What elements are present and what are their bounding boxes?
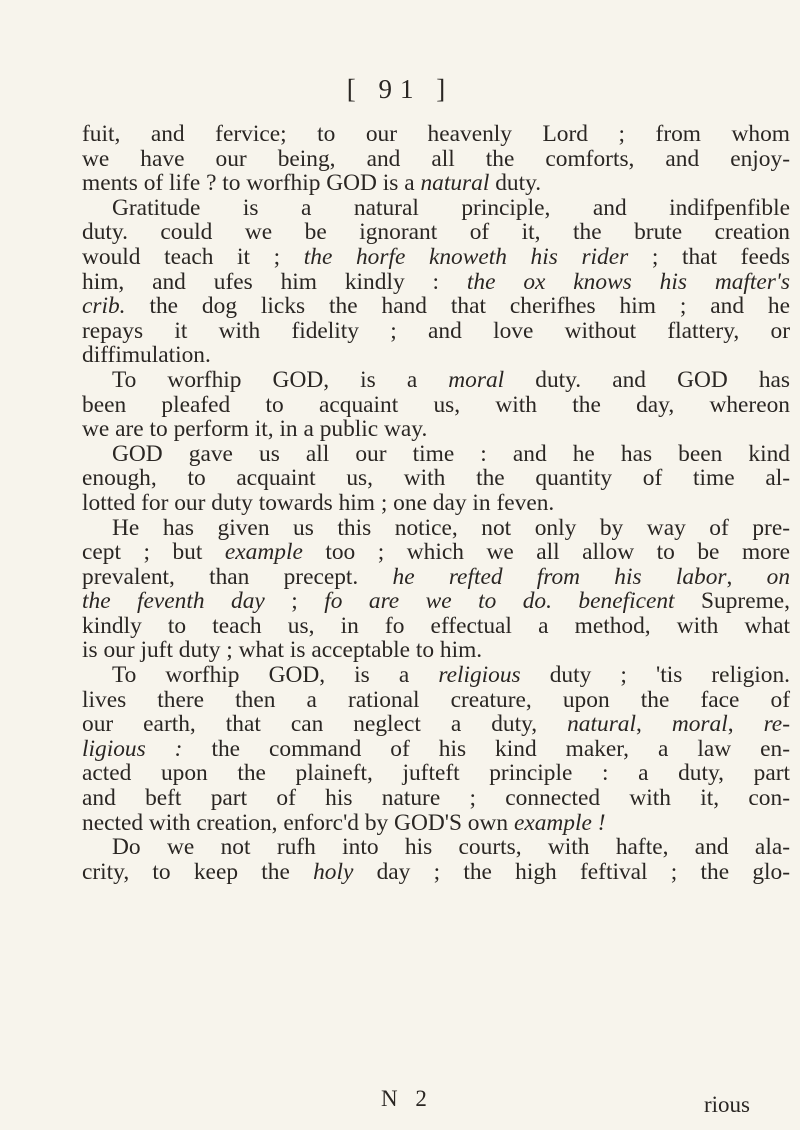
text-segment: duty ; 'tis religion. bbox=[520, 662, 790, 689]
italic-text: fo are we to do. beneficent bbox=[324, 588, 675, 615]
text-segment: , bbox=[636, 711, 672, 738]
text-segment: our earth, that can neglect a duty, bbox=[82, 711, 568, 738]
italic-text: example bbox=[224, 539, 303, 566]
text-segment: To worfhip GOD, is a bbox=[112, 366, 449, 393]
text-line bbox=[82, 712, 790, 737]
text-line bbox=[82, 811, 790, 836]
text-segment: too ; which we all allow to be more bbox=[302, 539, 790, 566]
italic-text: crib. bbox=[82, 293, 126, 320]
text-segment: Supreme, bbox=[674, 588, 790, 615]
text-line bbox=[82, 466, 790, 491]
text-line bbox=[82, 343, 790, 368]
text-segment: enough, to acquaint us, with the quantity of time al- bbox=[82, 465, 790, 492]
text-segment: lotted for our duty towards him ; one day in feven. bbox=[82, 489, 555, 516]
text-segment: , bbox=[727, 711, 764, 738]
text-line bbox=[82, 540, 790, 565]
text-line bbox=[82, 220, 790, 245]
text-segment: Do we not rufh into his courts, with hafte, and ala- bbox=[112, 834, 790, 861]
text-segment: cept ; but bbox=[82, 539, 225, 566]
text-line bbox=[82, 860, 790, 885]
text-segment: and beft part of his nature ; connected with it, con- bbox=[82, 785, 790, 812]
text-line bbox=[82, 761, 790, 786]
text-segment: been pleafed to acquaint us, with the day, whereon bbox=[82, 391, 790, 418]
text-segment: diffimulation. bbox=[82, 342, 211, 369]
text-segment: nected with creation, enforc'd by GOD'S own bbox=[82, 809, 514, 836]
text-segment: , bbox=[726, 563, 767, 590]
text-segment: He has given us this notice, not only by way of pre- bbox=[112, 514, 790, 541]
italic-text: he refted from his labor bbox=[392, 563, 727, 590]
text-segment: acted upon the plaineft, jufteft principle : a duty, part bbox=[82, 760, 790, 787]
italic-text: the ox knows his mafter's bbox=[466, 268, 790, 295]
text-segment: prevalent, than precept. bbox=[82, 563, 393, 590]
text-segment: ; that feeds bbox=[628, 243, 791, 270]
italic-text: example ! bbox=[513, 809, 606, 836]
text-line bbox=[82, 638, 790, 663]
italic-text: the feventh day bbox=[82, 588, 265, 615]
text-line bbox=[82, 393, 790, 418]
text-segment: To worfhip GOD, is a bbox=[112, 662, 439, 689]
text-segment: duty. bbox=[489, 170, 542, 197]
text-line bbox=[82, 270, 790, 295]
text-segment: fuit, and fervice; to our heavenly Lord ; from whom bbox=[82, 121, 790, 147]
text-segment: we have our being, and all the comforts, and enjoy- bbox=[82, 145, 790, 172]
signature-mark: N 2 bbox=[381, 1086, 433, 1111]
text-segment: day ; the high feftival ; the glo- bbox=[353, 858, 790, 885]
italic-text: holy bbox=[313, 858, 354, 885]
text-line bbox=[82, 442, 790, 467]
text-line bbox=[82, 196, 790, 221]
body-text bbox=[82, 122, 790, 884]
text-segment: lives there then a rational creature, upon the face of bbox=[82, 686, 790, 713]
text-line bbox=[82, 171, 790, 196]
text-segment: GOD gave us all our time : and he has been kind bbox=[112, 440, 790, 467]
text-line bbox=[82, 589, 790, 614]
text-segment: Gratitude is a natural principle, and indifpenfible bbox=[112, 194, 790, 221]
italic-text: moral bbox=[448, 366, 505, 393]
catchword: rious bbox=[704, 1092, 750, 1117]
text-line bbox=[82, 688, 790, 713]
italic-text: the horfe knoweth his rider bbox=[303, 243, 629, 270]
text-line bbox=[82, 663, 790, 688]
text-segment: duty. and GOD has bbox=[504, 366, 790, 393]
text-segment: duty. could we be ignorant of it, the brute creation bbox=[82, 219, 790, 246]
text-line bbox=[82, 835, 790, 860]
text-line bbox=[82, 417, 790, 442]
text-segment: the dog licks the hand that cherifhes him ; and he bbox=[125, 293, 790, 320]
text-segment: him, and ufes him kindly : bbox=[82, 268, 467, 295]
text-segment: the command of his kind maker, a law en- bbox=[182, 735, 791, 762]
text-segment: ; bbox=[264, 588, 325, 615]
text-segment: repays it with fidelity ; and love without flattery, or bbox=[82, 317, 790, 344]
italic-text: natural bbox=[567, 711, 636, 738]
italic-text: natural bbox=[420, 170, 490, 197]
italic-text: religious bbox=[438, 662, 521, 689]
text-line bbox=[82, 368, 790, 393]
text-line bbox=[82, 319, 790, 344]
text-segment: crity, to keep the bbox=[82, 858, 314, 885]
text-line bbox=[82, 516, 790, 541]
page-number-header: [ 91 ] bbox=[346, 74, 454, 104]
text-segment: kindly to teach us, in fo effectual a method, with what bbox=[82, 612, 790, 639]
text-segment: we are to perform it, in a public way. bbox=[82, 416, 428, 443]
text-line bbox=[82, 737, 790, 762]
text-segment: ments of life ? to worfhip GOD is a bbox=[82, 170, 421, 197]
text-segment: is our juft duty ; what is acceptable to him. bbox=[82, 637, 483, 664]
text-line bbox=[82, 565, 790, 590]
text-line bbox=[82, 245, 790, 270]
text-line bbox=[82, 491, 790, 516]
text-line bbox=[82, 294, 790, 319]
italic-text: re- bbox=[763, 711, 790, 738]
text-line bbox=[82, 614, 790, 639]
text-segment: would teach it ; bbox=[82, 243, 304, 270]
italic-text: moral bbox=[671, 711, 728, 738]
italic-text: on bbox=[766, 563, 791, 590]
text-line bbox=[82, 147, 790, 172]
italic-text: ligious : bbox=[82, 735, 183, 762]
text-line bbox=[82, 122, 790, 147]
text-line bbox=[82, 786, 790, 811]
